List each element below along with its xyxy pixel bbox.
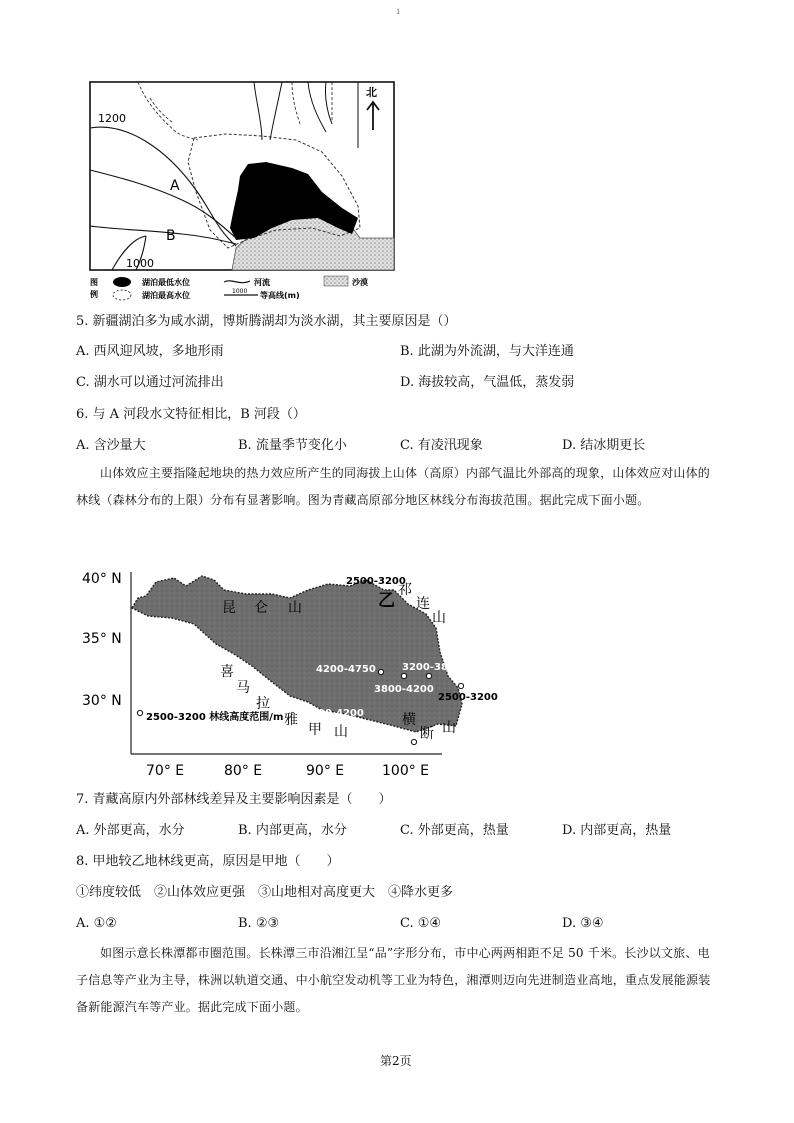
passage-changzhutan: 如图示意长株潭都市圈范围。长株潭三市沿湘江呈“品”字形分布，市中心两两相距不足 50 千米。长沙以文旅、电子信息等产业为主导，株洲以轨道交通、中小航空发动机等工业为特色，湘潭则迈向先进制造业高地，重点发展能源装备新能源汽车等产业。据此完成下面小题。: [76, 946, 711, 1014]
point-4200-4750: [378, 669, 383, 674]
lat-35-label: 35° N: [82, 631, 122, 647]
range-3200-3800: 3200-3800: [402, 662, 462, 673]
q8-option-c[interactable]: C. ①④: [400, 916, 442, 931]
legend-river: 河流: [254, 278, 270, 287]
range-3800-4200-jia: 3800-4200: [304, 708, 364, 719]
qilian-char-3: 山: [432, 610, 446, 626]
lon-70-label: 70° E: [146, 763, 185, 779]
legend-title-2: 例: [90, 290, 98, 299]
q5-option-b[interactable]: B. 此湖为外流湖，与大洋连通: [400, 344, 574, 359]
jia-char-2: 山: [334, 724, 348, 740]
point-hengduan: [411, 739, 416, 744]
lon-100-label: 100° E: [382, 763, 430, 779]
q8-stem: 8. 甲地较乙地林线更高，原因是甲地（ ）: [76, 854, 340, 869]
q7-option-a[interactable]: A. 外部更高，水分: [76, 823, 185, 838]
q8-option-d[interactable]: D. ③④: [562, 916, 604, 931]
qilian-char-1: 祁: [398, 582, 412, 598]
hengduan-char-2: 断: [420, 726, 434, 742]
legend-desert-swatch: [324, 276, 348, 286]
lake-map: [86, 78, 402, 310]
legend-river-swatch: [224, 281, 250, 283]
north-label: 北: [366, 86, 377, 99]
kunlun-char-2: 仑: [254, 600, 268, 616]
q7-option-d[interactable]: D. 内部更高，热量: [562, 823, 672, 838]
range-3800-4200-inner: 3800-4200: [374, 684, 434, 695]
q5-option-a[interactable]: A. 西风迎风坡，多地形雨: [76, 344, 224, 359]
q8-option-a[interactable]: A. ①②: [76, 916, 117, 931]
qilian-char-2: 连: [416, 596, 430, 612]
q7-stem: 7. 青藏高原内外部林线差异及主要影响因素是（ ）: [76, 792, 392, 807]
himalaya-char-3: 拉: [256, 696, 270, 712]
himalaya-char-1: 喜: [220, 664, 234, 680]
lat-40-label: 40° N: [82, 571, 122, 587]
lat-30-label: 30° N: [82, 693, 122, 709]
legend-desert: 沙漠: [352, 278, 368, 287]
range-2500-3200-east: 2500-3200: [438, 692, 498, 703]
q6-stem: 6. 与 A 河段水文特征相比，B 河段（）: [76, 407, 306, 422]
kunlun-char-3: 山: [288, 600, 302, 616]
legend-title-1: 图: [90, 278, 98, 287]
q6-option-a[interactable]: A. 含沙量大: [76, 438, 146, 453]
kunlun-char-1: 昆: [222, 600, 236, 616]
river-a-label: A: [170, 178, 180, 194]
contour-1200-label: 1200: [98, 112, 126, 125]
jia-char-1: 甲: [308, 722, 322, 738]
legend-high-water: 湖泊最高水位: [142, 291, 190, 300]
legend-contour: 等高线(m): [260, 291, 300, 300]
q8-option-b[interactable]: B. ②③: [238, 916, 280, 931]
hengduan-char-3: 山: [442, 720, 456, 736]
q7-option-c[interactable]: C. 外部更高，热量: [400, 823, 509, 838]
lon-90-label: 90° E: [306, 763, 345, 779]
point-2500-3200-east: [458, 683, 463, 688]
himalaya-char-4: 雅: [284, 712, 298, 728]
legend-high-water-swatch: [113, 290, 131, 300]
q6-option-b[interactable]: B. 流量季节变化小: [238, 438, 347, 453]
legend-contour-sample: 1000: [232, 288, 248, 295]
q5-option-d[interactable]: D. 海拔较高，气温低，蒸发弱: [400, 375, 575, 390]
legend-low-water: 湖泊最低水位: [142, 278, 190, 287]
lon-80-label: 80° E: [224, 763, 263, 779]
q6-option-c[interactable]: C. 有凌汛现象: [400, 438, 483, 453]
page-mark: 1: [396, 8, 401, 16]
contour-1000-label: 1000: [126, 257, 154, 270]
himalaya-char-2: 马: [236, 680, 250, 696]
legend-point-swatch: [137, 710, 142, 715]
range-4200-4750: 4200-4750: [316, 664, 376, 675]
q5-stem: 5. 新疆湖泊多为咸水湖，博斯腾湖却为淡水湖，其主要原因是（）: [76, 314, 457, 329]
legend-low-water-swatch: [113, 277, 131, 287]
page-number: 第2页: [380, 1054, 412, 1068]
q8-options-line: ①纬度较低 ②山体效应更强 ③山地相对高度更大 ④降水更多: [76, 885, 454, 900]
q7-option-b[interactable]: B. 内部更高，水分: [238, 823, 347, 838]
map2-legend: 2500-3200 林线高度范围/m: [146, 712, 284, 723]
point-3200-3800: [426, 673, 431, 678]
passage-forest-line: 山体效应主要指隆起地块的热力效应所产生的同海拔上山体（高原）内部气温比外部高的现象，山体效应对山体的林线（森林分布的上限）分布有显著影响。图为青藏高原部分地区林线分布海拔范围。据此完成下面小题。: [76, 466, 711, 507]
point-3800-4200: [401, 673, 406, 678]
hengduan-char-1: 横: [402, 712, 416, 728]
q5-option-c[interactable]: C. 湖水可以通过河流排出: [76, 375, 224, 390]
q6-option-d[interactable]: D. 结冰期更长: [562, 438, 646, 453]
yi-range-label: 2500-3200: [346, 576, 406, 587]
plateau-map: [76, 564, 498, 784]
yi-label: 乙: [378, 591, 395, 611]
river-b-label: B: [166, 228, 176, 244]
